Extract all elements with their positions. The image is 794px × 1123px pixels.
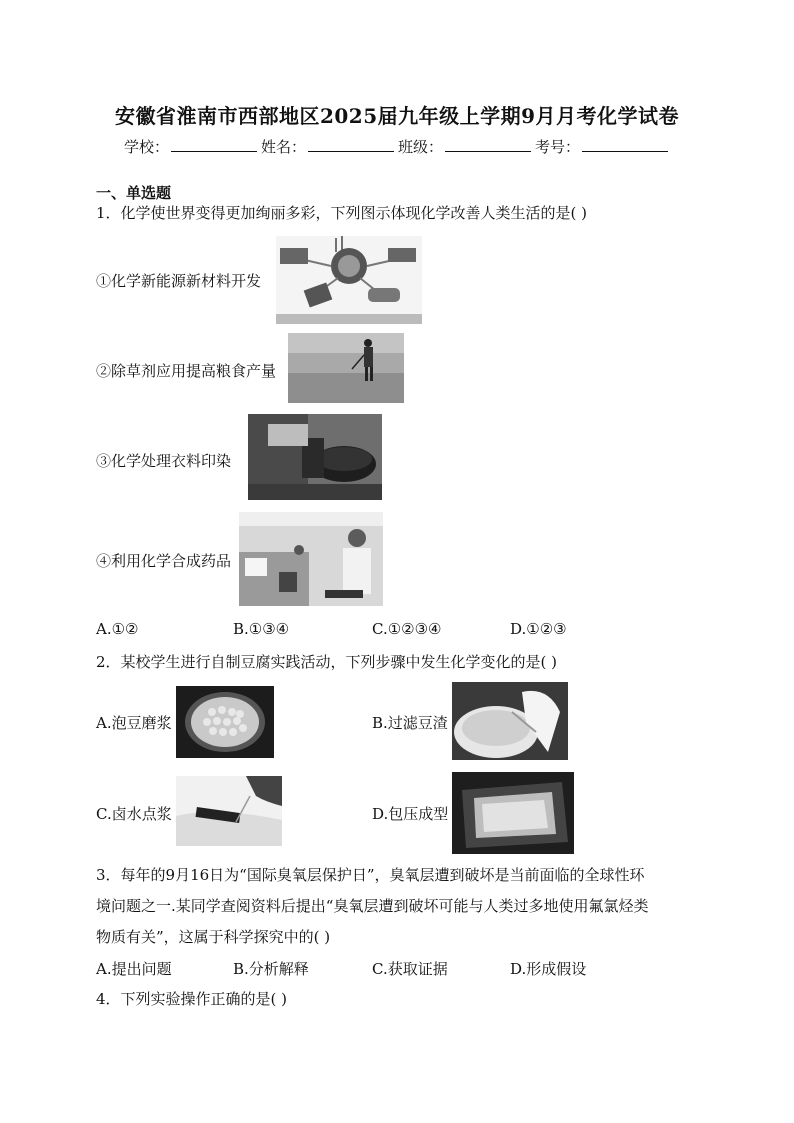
brine-coagulation-image <box>176 776 282 846</box>
pressing-mold-image <box>452 772 574 854</box>
q4-stem: 4．下列实验操作正确的是( ) <box>96 990 288 1008</box>
q1-choice-d[interactable]: D.①②③ <box>510 620 567 638</box>
number-label: 考号： <box>535 138 581 156</box>
filtering-residue-image <box>452 682 568 760</box>
soaked-beans-image <box>176 686 274 758</box>
q1-choice-c[interactable]: C.①②③④ <box>372 620 442 638</box>
herbicide-field-image <box>288 333 404 403</box>
q2-option-b[interactable]: B.过滤豆渣 <box>372 714 448 732</box>
q3-line-2: 境问题之一.某同学查阅资料后提出“臭氧层遭到破坏可能与人类过多地使用氟氯烃类 <box>96 897 649 915</box>
q2-option-c[interactable]: C.卤水点浆 <box>96 805 172 823</box>
q1-item-2: ②除草剂应用提高粮食产量 <box>96 362 277 380</box>
section-heading: 一、单选题 <box>96 184 172 202</box>
q2-stem: 2．某校学生进行自制豆腐实践活动，下列步骤中发生化学变化的是( ) <box>96 653 558 671</box>
q3-line-1: 3．每年的9月16日为“国际臭氧层保护日”，臭氧层遭到破坏是当前面临的全球性环 <box>96 866 645 884</box>
number-blank[interactable] <box>582 137 668 152</box>
q1-choice-b[interactable]: B.①③④ <box>233 620 290 638</box>
synthetic-medicine-lab-image <box>239 512 383 606</box>
q1-choice-a[interactable]: A.①② <box>96 620 139 638</box>
q2-option-a[interactable]: A.泡豆磨浆 <box>96 714 172 732</box>
school-blank[interactable] <box>171 137 257 152</box>
q1-stem: 1．化学使世界变得更加绚丽多彩，下列图示体现化学改善人类生活的是( ) <box>96 204 588 222</box>
student-info-line <box>124 136 672 157</box>
class-label: 班级： <box>398 138 444 156</box>
q3-line-3: 物质有关”，这属于科学探究中的( ) <box>96 928 331 946</box>
new-energy-diagram-image <box>276 236 422 324</box>
q1-item-1: ①化学新能源新材料开发 <box>96 272 262 290</box>
fabric-dyeing-image <box>248 414 382 500</box>
q3-choice-c[interactable]: C.获取证据 <box>372 960 448 978</box>
q3-choice-d[interactable]: D.形成假设 <box>510 960 587 978</box>
q1-item-3: ③化学处理衣料印染 <box>96 452 232 470</box>
q2-option-d[interactable]: D.包压成型 <box>372 805 449 823</box>
school-label: 学校： <box>124 138 170 156</box>
name-label: 姓名： <box>261 138 307 156</box>
name-blank[interactable] <box>308 137 394 152</box>
q3-choice-b[interactable]: B.分析解释 <box>233 960 309 978</box>
q3-choice-a[interactable]: A.提出问题 <box>96 960 172 978</box>
q1-item-4: ④利用化学合成药品 <box>96 552 232 570</box>
class-blank[interactable] <box>445 137 531 152</box>
exam-title: 安徽省淮南市西部地区2025届九年级上学期9月月考化学试卷 <box>114 104 680 128</box>
